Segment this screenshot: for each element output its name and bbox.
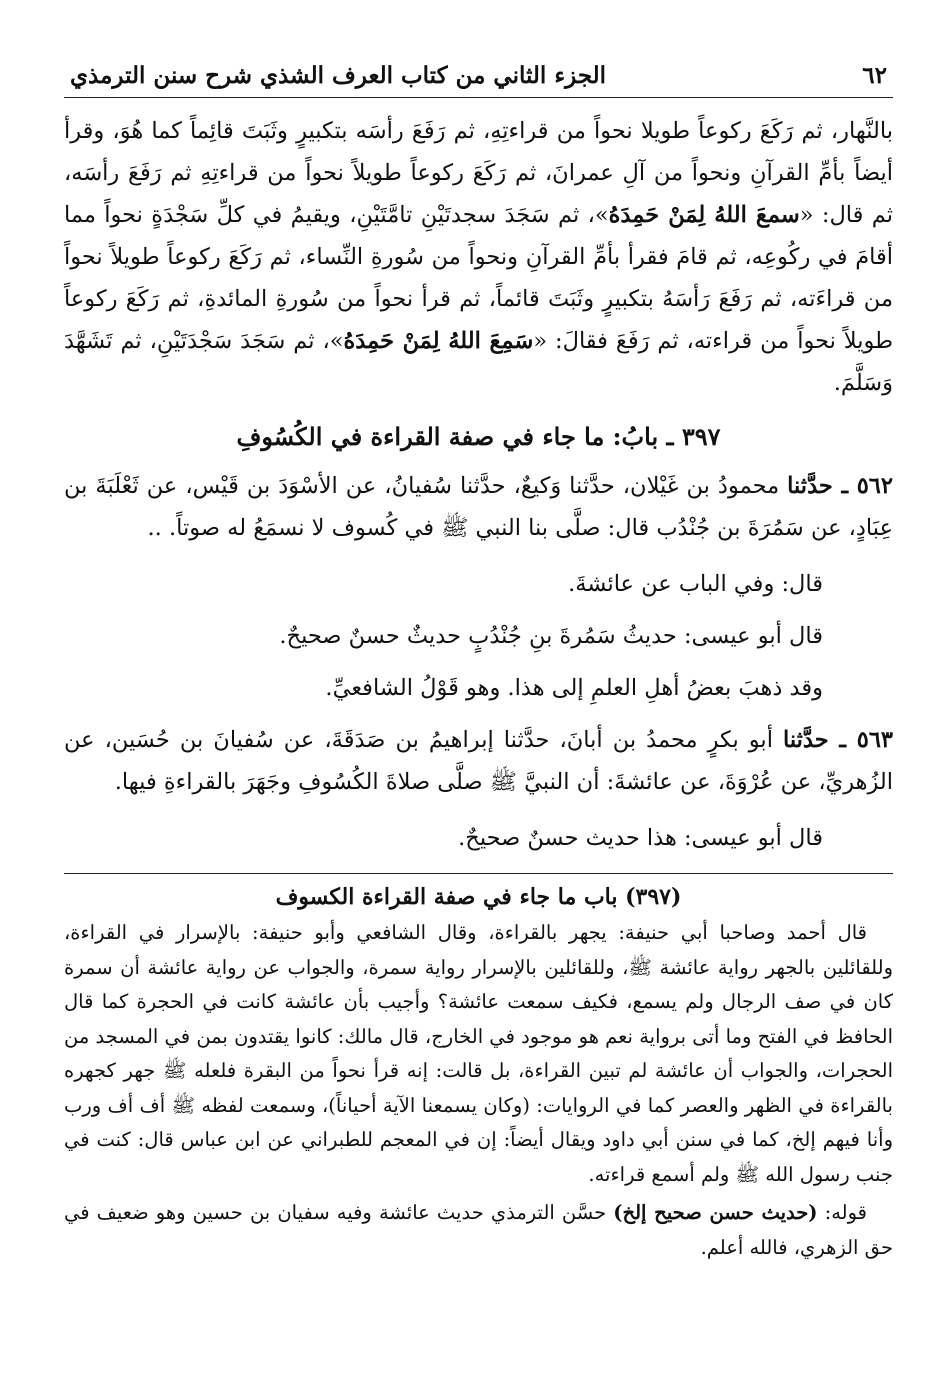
note-562-2: قال أبو عيسى: حديثُ سَمُرةَ بنِ جُنْدُبٍ حديثٌ حسنٌ صحيحٌ. bbox=[279, 623, 823, 649]
note-562-3: وقد ذهبَ بعضُ أهلِ العلمِ إلى هذا. وهو قَوْلُ الشافعيِّ. bbox=[325, 675, 823, 701]
hadith-562-number: ٥٦٢ ـ حدَّثنا bbox=[787, 473, 893, 499]
hadith-562-text: محمودُ بن غَيْلان، حدَّثنا وَكيعٌ، حدَّثنا سُفيانُ، عن الأسْوَدَ بن قَيْس، عن ثَعْلَبَةَ بن عِبَادٍ، عن سَمُرَةَ بن جُنْدُب قال: صلَّى بنا النبي ﷺ في كُسوف لا نسمَعُ له صوتاً. .. bbox=[64, 473, 893, 541]
chapter-title: ٣٩٧ ـ بابُ: ما جاء في صفة القراءة في الكُسُوفِ bbox=[236, 422, 721, 451]
commentary-title: (٣٩٧) باب ما جاء في صفة القراءة الكسوف bbox=[275, 884, 682, 910]
continuation-paragraph bbox=[64, 110, 893, 404]
page-number: ٦٢ bbox=[862, 62, 887, 89]
commentary-paragraph-2 bbox=[64, 1196, 893, 1265]
notes-563 bbox=[64, 817, 893, 859]
continuation-text-1: بالنَّهار، ثم رَكَعَ ركوعاً طويلا نحواً من قراءتِهِ، ثم رَفَعَ رأسَه بتكبيرٍ وثَبَتَ قائِماً كما هُوَ، وقرأ أيضاً بأمِّ القرآنِ ونحواً من آلِ عمرانَ، ثم رَكَعَ ركوعاً طويلاً نحواً من قراءتِهِ ثم رَفَعَ رأسَه، ثم قال: « bbox=[64, 118, 893, 228]
running-title: الجزء الثاني من كتاب العرف الشذي شرح سنن الترمذي bbox=[70, 62, 607, 89]
hadith-562 bbox=[64, 465, 893, 549]
commentary-paragraph-1: قال أحمد وصاحبا أبي حنيفة: يجهر بالقراءة، وقال الشافعي وأبو حنيفة: بالإسرار في القراءة، وللقائلين بالجهر رواية عائشة ﷺ، وللقائلين بالإسرار رواية سمرة، والجواب عن رواية عائشة أن سمرة كان في صف الرجال ولم يسمع، فكيف سمعت عائشة؟ وأجيب بأن عائشة كانت في الحجرة كما قال الحافظ في الفتح وما أتى برواية نعم هو موجود في الخارج، قال مالك: كانوا يقتدون بمن في المسجد من الحجرات، والجواب أن عائشة لم تبين القراءة، بل قالت: إنه قرأ نحواً من البقرة فلعله ﷺ جهر كجهره بالقراءة في الظهر والعصر كما في الروايات: (وكان يسمعنا الآية أحياناً)، وسمعت لفظه ﷺ أف أف ورب وأنا فيهم إلخ، كما في سنن أبي داود ويقال أيضاً: إن في المعجم للطبراني عن ابن عباس قال: كنت في جنب رسول الله ﷺ ولم أسمع قراءته. bbox=[64, 921, 893, 1186]
continuation-text-3: »، ثم سَجَدَ سَجْدَتَيْنِ، ثم تَشَهَّدَ وَسَلَّمَ. bbox=[64, 328, 893, 396]
commentary-p2-bold: (حديث حسن صحيح إلخ) bbox=[613, 1201, 818, 1224]
continuation-bold-2: سَمِعَ اللهُ لِمَنْ حَمِدَهُ bbox=[343, 328, 534, 354]
continuation-bold-1: سمعَ اللهُ لِمَنْ حَمِدَهُ bbox=[608, 202, 800, 228]
notes-562 bbox=[64, 563, 893, 709]
note-562-1: قال: وفي الباب عن عائشةَ. bbox=[568, 571, 823, 597]
hadith-563 bbox=[64, 719, 893, 803]
commentary-p2-prefix: قوله: bbox=[817, 1201, 868, 1224]
running-header bbox=[64, 62, 893, 97]
hadith-563-number: ٥٦٣ ـ حدَّثنا bbox=[783, 727, 893, 753]
commentary-p2-text: حسَّن الترمذي حديث عائشة وفيه سفيان بن حسين وهو ضعيف في حق الزهري، فالله أعلم. bbox=[64, 1201, 893, 1259]
commentary-divider bbox=[64, 873, 893, 874]
hadith-563-text: أبو بكرٍ محمدُ بن أبانَ، حدَّثنا إبراهيمُ بن صَدَقَةَ، عن سُفيانَ بن حُسَين، عن الزُهريِّ، عن عُرْوَةَ، عن عائشةَ: أن النبيَّ ﷺ صلَّى صلاةَ الكُسُوفِ وجَهَرَ بالقراءةِ فيها. bbox=[64, 727, 893, 795]
header-divider bbox=[64, 97, 893, 98]
continuation-text-2: »، ثم سَجَدَ سجدتَيْنِ تامَّتَيْنِ، ويقيمُ في كلِّ سَجْدَةٍ نحواً مما أقامَ في ركُوعِه، ثم قامَ فقرأ بأمِّ القرآنِ ونحواً من سُورةِ النِّساء، ثم رَكَعَ ركوعاً طويلاً نحواً من قراءَته، ثم رَفَعَ رَأسَهُ بتكبيرٍ وثَبَتَ قائماً، ثم قرأ نحواً من سُورةِ المائدةِ، ثم رَكَعَ ركوعاً طويلاً نحواً من قراءته، ثم رَفَعَ فقالَ: « bbox=[64, 202, 894, 354]
note-563-1: قال أبو عيسى: هذا حديث حسنٌ صحيحٌ. bbox=[458, 825, 823, 851]
